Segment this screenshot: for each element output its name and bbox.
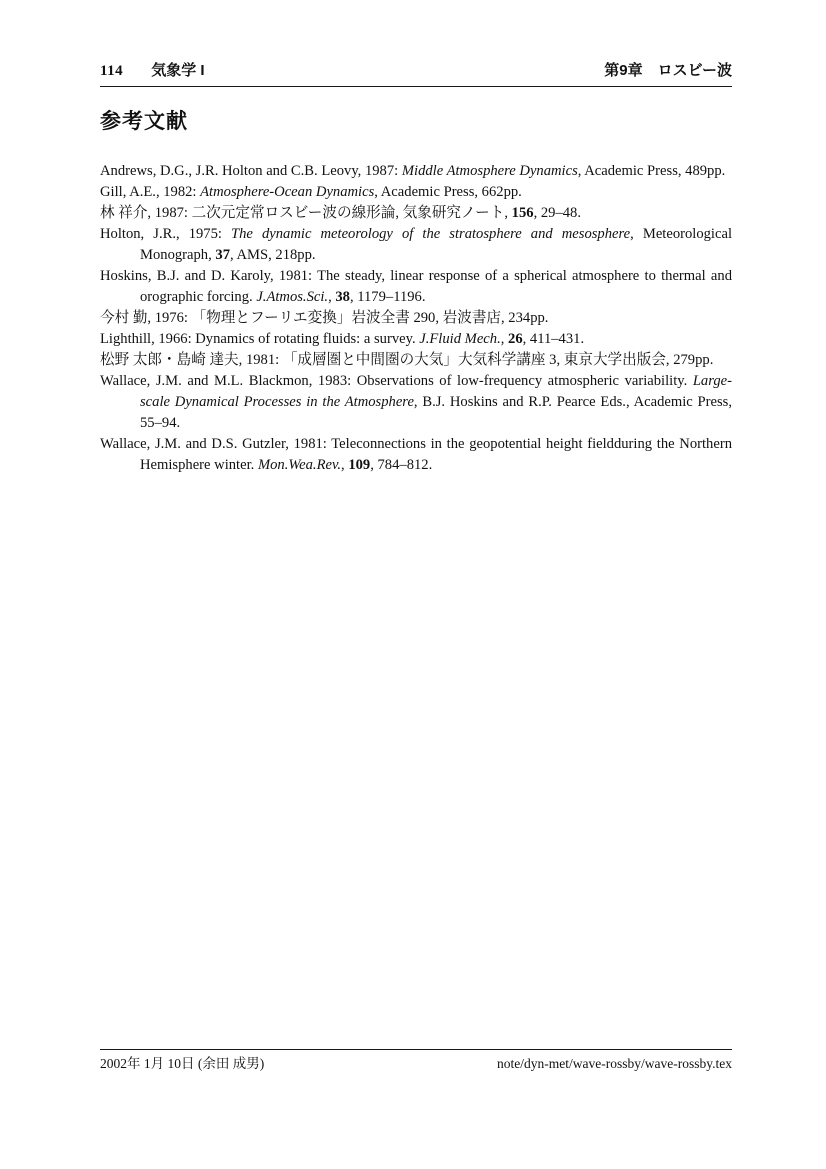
reference-text-segment: Wallace, J.M. and D.S. Gutzler, 1981: Teleconnections in the geopotential height fieldduring the Northern Hemisphere winter. [100, 436, 732, 473]
reference-text-segment: 38 [335, 289, 350, 305]
reference-text-segment: Large-scale Dynamical Processes in the Atmosphere [140, 373, 732, 410]
reference-entry [100, 266, 732, 308]
reference-text-segment: J.Atmos.Sci. [256, 289, 329, 305]
document-page [100, 0, 732, 1169]
reference-text-segment: , [341, 457, 349, 473]
reference-text-segment: , Meteorological Monograph, [140, 226, 732, 263]
reference-text-segment: , AMS, 218pp. [230, 247, 316, 263]
reference-text-segment: 26 [508, 331, 523, 347]
reference-text-segment: The dynamic meteorology of the stratosphere and mesosphere [231, 226, 631, 242]
chapter-title: 第9章 ロスビー波 [604, 62, 732, 79]
reference-text-segment: J.Fluid Mech. [419, 331, 501, 347]
reference-text-segment: , 411–431. [522, 331, 585, 347]
reference-text-segment: Wallace, J.M. and M.L. Blackmon, 1983: Observations of low-frequency atmospheric variability. [100, 373, 693, 389]
running-header-left [100, 62, 205, 80]
reference-text-segment: 37 [215, 247, 230, 263]
page-number: 114 [100, 63, 124, 79]
reference-entry [100, 161, 732, 182]
reference-entry [100, 371, 732, 434]
running-header [100, 62, 732, 87]
page-footer [100, 1049, 732, 1072]
reference-text-segment: 156 [511, 205, 534, 221]
reference-text-segment: , Academic Press, 662pp. [374, 184, 522, 200]
reference-text-segment: Atmosphere-Ocean Dynamics [200, 184, 375, 200]
reference-list [100, 161, 732, 476]
reference-entry [100, 308, 732, 329]
footer-date: 2002年 1月 10日 (余田 成男) [100, 1056, 265, 1071]
footer-filepath: note/dyn-met/wave-rossby/wave-rossby.tex [497, 1056, 732, 1071]
reference-text-segment: Lighthill, 1966: Dynamics of rotating fluids: a survey. [100, 331, 420, 347]
reference-text-segment: , 784–812. [370, 457, 433, 473]
reference-entry [100, 350, 732, 371]
reference-text-segment: , 1179–1196. [349, 289, 426, 305]
reference-text-segment: , 29–48. [533, 205, 581, 221]
reference-text-segment: Hoskins, B.J. and D. Karoly, 1981: The steady, linear response of a spherical atmosphere to thermal and orographic forcing. [100, 268, 732, 305]
reference-entry [100, 434, 732, 476]
reference-text-segment: Holton, J.R., 1975: [100, 226, 232, 242]
reference-text-segment: , Academic Press, 489pp. [577, 163, 726, 179]
reference-text-segment: Andrews, D.G., J.R. Holton and C.B. Leovy, 1987: [100, 163, 402, 179]
reference-text-segment: 109 [348, 457, 371, 473]
reference-text-segment: 林 祥介, 1987: 二次元定常ロスビー波の線形論, 気象研究ノート, [100, 205, 512, 221]
reference-entry [100, 182, 732, 203]
reference-text-segment: 今村 勤, 1976: 「物理とフーリエ変換」岩波全書 290, 岩波書店, 234pp. [100, 310, 549, 326]
reference-text-segment: Gill, A.E., 1982: [100, 184, 201, 200]
reference-text-segment: , B.J. Hoskins and R.P. Pearce Eds., Academic Press, 55–94. [140, 394, 732, 431]
reference-entry [100, 329, 732, 350]
reference-text-segment: Mon.Wea.Rev. [257, 457, 342, 473]
course-title: 気象学 I [151, 62, 205, 79]
reference-entry [100, 224, 732, 266]
reference-text-segment: , [328, 289, 336, 305]
reference-text-segment: 松野 太郎・島崎 達夫, 1981: 「成層圏と中間圏の大気」大気科学講座 3, 東京大学出版会, 279pp. [100, 352, 714, 368]
reference-text-segment: , [500, 331, 509, 347]
reference-entry [100, 203, 732, 224]
section-title: 参考文献 [100, 110, 188, 133]
reference-text-segment: Middle Atmosphere Dynamics [401, 163, 578, 179]
